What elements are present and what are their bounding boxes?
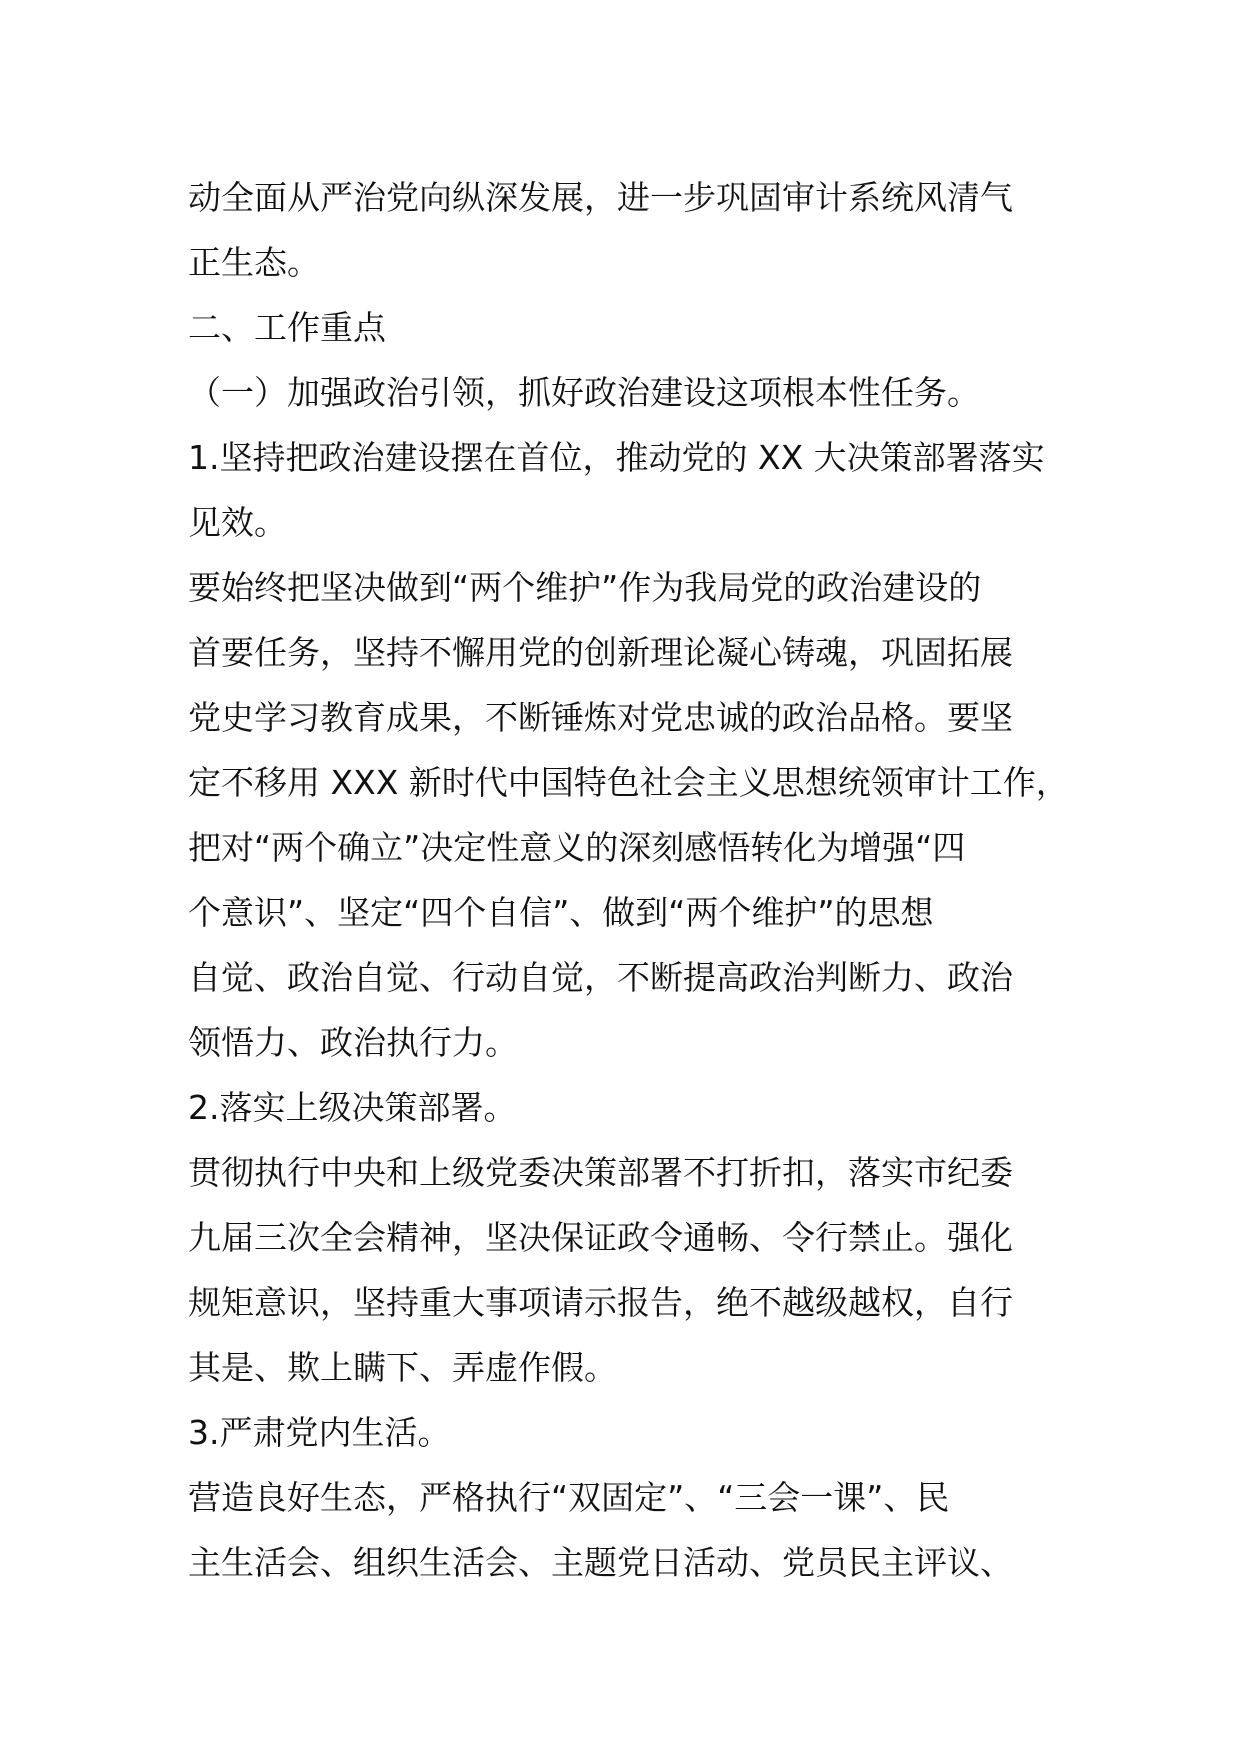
paragraph-line: 定不移用 XXX 新时代中国特色社会主义思想统领审计工作， [188, 763, 1069, 802]
item-heading-2: 2.落实上级决策部署。 [188, 1088, 517, 1127]
paragraph-line: 九届三次全会精神，坚决保证政令通畅、令行禁止。强化 [188, 1218, 1013, 1257]
paragraph-line: 其是、欺上瞒下、弄虚作假。 [188, 1348, 617, 1387]
item-heading-1: 1.坚持把政治建设摆在首位，推动党的 XX 大决策部署落实 [188, 438, 1045, 477]
paragraph-line: 把对“两个确立”决定性意义的深刻感悟转化为增强“四 [188, 828, 966, 867]
section-heading-2: 二、工作重点 [188, 308, 386, 347]
paragraph-line: 领悟力、政治执行力。 [188, 1023, 518, 1062]
paragraph-line: 首要任务，坚持不懈用党的创新理论凝心铸魂，巩固拓展 [188, 633, 1013, 672]
paragraph-line: 贯彻执行中央和上级党委决策部署不打折扣，落实市纪委 [188, 1153, 1013, 1192]
text-line-2: 正生态。 [188, 243, 320, 282]
paragraph-line: 自觉、政治自觉、行动自觉，不断提高政治判断力、政治 [188, 958, 1013, 997]
text-line-1: 动全面从严治党向纵深发展，进一步巩固审计系统风清气 [188, 178, 1013, 217]
document-body [188, 165, 1088, 1595]
subsection-heading-1: （一）加强政治引领，抓好政治建设这项根本性任务。 [188, 373, 980, 412]
item-heading-1-cont: 见效。 [188, 503, 287, 542]
paragraph-line: 主生活会、组织生活会、主题党日活动、党员民主评议、 [188, 1543, 1013, 1582]
paragraph-line: 规矩意识，坚持重大事项请示报告，绝不越级越权，自行 [188, 1283, 1013, 1322]
paragraph-line: 党史学习教育成果，不断锤炼对党忠诚的政治品格。要坚 [188, 698, 1013, 737]
item-heading-3: 3.严肃党内生活。 [188, 1413, 451, 1452]
paragraph-line: 个意识”、坚定“四个自信”、做到“两个维护”的思想 [188, 893, 934, 932]
paragraph-line: 营造良好生态，严格执行“双固定”、“三会一课”、民 [188, 1478, 950, 1517]
paragraph-line: 要始终把坚决做到“两个维护”作为我局党的政治建设的 [188, 568, 982, 607]
